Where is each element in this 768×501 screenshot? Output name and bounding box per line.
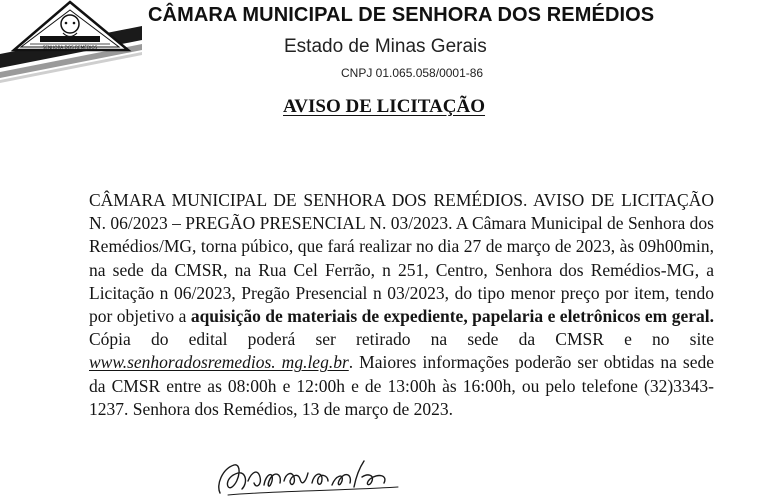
notice-body [89, 189, 714, 421]
notice-object-bold: aquisição de materiais de expediente, papelaria e eletrônicos em geral. [190, 306, 714, 327]
website-link[interactable]: www.senhoradosremedios. mg.leg.br [89, 352, 349, 373]
handwritten-signature [212, 447, 412, 499]
cnpj-number: CNPJ 01.065.058/0001-86 [341, 66, 484, 80]
institution-name: CÂMARA MUNICIPAL DE SENHORA DOS REMÉDIOS [148, 4, 655, 26]
state-name: Estado de Minas Gerais [284, 36, 487, 57]
notice-text-1: CÂMARA MUNICIPAL DE SENHORA DOS REMÉDIOS. AVISO DE LICITAÇÃO N. 06/2023 – PREGÃO PRESENCIAL N. 03/2023. A Câmara Municipal de Senhora dos Remédios/MG, torna púbico, que fará realizar no dia 27 de março de 2023, às 09h00min, na sede da CMSR, na Rua Cel Ferrão, n 251, Centro, Senhora dos Remédios-MG, a Licitação n 06/2023, Pregão Presencial n 03/2023, do tipo menor preço por item, tendo por objetivo a [89, 190, 714, 327]
notice-text-2: Cópia do edital poderá ser retirado na sede da CMSR e no site [89, 329, 714, 350]
notice-title: AVISO DE LICITAÇÃO [283, 96, 486, 117]
chamber-seal-logo [0, 0, 142, 88]
notice-text-3: . Maiores informações poderão ser obtidas na sede da CMSR entre as 08:00h e 12:00h e de 13:00h às 16:00h, ou pelo telefone (32)3343-1237. Senhora dos Remédios, 13 de março de 2023. [89, 352, 714, 419]
seal-text: SENHORA DOS REMÉDIOS [42, 45, 98, 50]
